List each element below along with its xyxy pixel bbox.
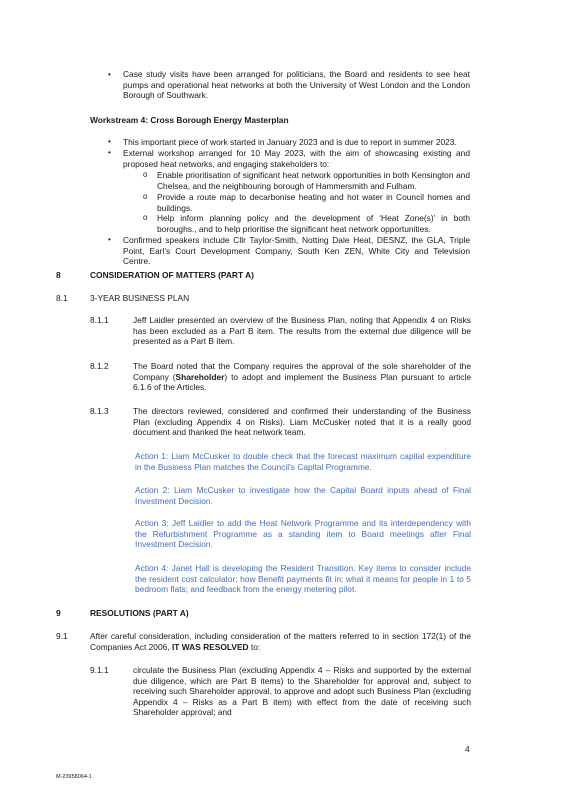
action-2: Action 2: Liam McCusker to investigate how the Capital Board inputs ahead of Final Investment Decision. <box>135 485 471 506</box>
page-number: 4 <box>465 744 470 754</box>
item-8-1-2-text: The Board noted that the Company requires the approval of the sole shareholder of the Company (Shareholder) to adopt and implement the Business Plan pursuant to article 6.1.6 of the Articles. <box>133 361 471 393</box>
section-8-1-number: 8.1 <box>56 293 68 303</box>
case-study-bullet-text: Case study visits have been arranged for politicians, the Board and residents to see heat pumps and operational heat networks at both the University of West London and the London Borough of Southwark. <box>123 69 470 101</box>
item-8-1-1-text: Jeff Laidler presented an overview of the Business Plan, noting that Appendix 4 on Risks has been excluded as a Part B item. The results from the external due diligence will be presented as a Part B item. <box>133 315 471 347</box>
bullet-icon: • <box>108 235 111 244</box>
shareholder-term: Shareholder <box>175 371 225 382</box>
item-9-1-1-text: circulate the Business Plan (excluding Appendix 4 – Risks and supported by the external due diligence, which are Part B items) to the Shareholder for approval and, subject to receiving such Shareholder approval, to approve and adopt such Business Plan (excluding Appendix 4 – Risks as a Part B item) with effect from the date of receiving such Shareholder approval; and <box>133 665 471 718</box>
workstream4-sub-bullet-3: Help inform planning policy and the development of ‘Heat Zone(s)’ in both boroughs., and to help prioritise the significant heat network opportunities. <box>157 213 470 234</box>
item-8-1-2-number: 8.1.2 <box>90 361 109 371</box>
workstream4-bullet-3: Confirmed speakers include Cllr Taylor-Smith, Notting Dale Heat, DESNZ, the GLA, Triple Point, Earl’s Court Development Company, South Ken ZEN, White City and Television Centre. <box>123 235 470 267</box>
workstream4-sub-bullet-1: Enable prioritisation of significant heat network opportunities in both Kensington and Chelsea, and the neighbouring borough of Hammersmith and Fulham. <box>157 170 470 191</box>
workstream4-bullet-2: External workshop arranged for 10 May 2023, with the aim of showcasing existing and proposed heat networks, and engaging stakeholders to: <box>123 148 470 169</box>
action-1: Action 1: Liam McCusker to double check that the forecast maximum capital expenditure in the Business Plan matches the Council’s Capital Programme. <box>135 451 471 472</box>
section-8-1-title: 3-YEAR BUSINESS PLAN <box>90 293 190 303</box>
action-3: Action 3: Jeff Laidler to add the Heat Network Programme and its interdependency with the Refurbishment Programme as a standing item to Board meetings after Final Investment Decision. <box>135 518 471 550</box>
section-8-number: 8 <box>56 270 61 280</box>
bullet-icon: • <box>108 148 111 157</box>
item-8-1-3-number: 8.1.3 <box>90 406 109 416</box>
workstream4-heading: Workstream 4: Cross Borough Energy Masterplan <box>90 115 289 125</box>
sub-bullet-icon: o <box>143 170 148 179</box>
item-8-1-1-number: 8.1.1 <box>90 315 109 325</box>
bullet-icon: • <box>108 137 111 146</box>
sub-bullet-icon: o <box>143 213 148 222</box>
action-4: Action 4: Janet Hall is developing the Resident Transition. Key items to consider include the resident cost calculator; how Benefit payments fit in; what it means for people in 1 to 5 bedroom flats; and feedback from the energy metering pilot. <box>135 563 471 595</box>
resolved-term: IT WAS RESOLVED <box>171 641 249 652</box>
document-reference: M-23958064-1 <box>56 774 92 780</box>
bullet-icon: • <box>108 70 111 79</box>
workstream4-bullet-1: This important piece of work started in January 2023 and is due to report in summer 2023. <box>123 137 457 147</box>
workstream4-sub-bullet-2: Provide a route map to decarbonise heating and hot water in Council homes and buildings. <box>157 192 470 213</box>
section-9-1-number: 9.1 <box>56 631 68 641</box>
section-8-title: CONSIDERATION OF MATTERS (PART A) <box>90 270 254 280</box>
item-8-1-3-text: The directors reviewed, considered and confirmed their understanding of the Business Plan (excluding Appendix 4 on Risks). Liam McCusker noted that it is a really good document and thanked the heat network team. <box>133 406 471 438</box>
section-9-title: RESOLUTIONS (PART A) <box>90 608 189 618</box>
section-9-number: 9 <box>56 608 61 618</box>
section-9-1-text: After careful consideration, including consideration of the matters referred to in section 172(1) of the Companies Act 2006, IT WAS RESOLVED to: <box>90 631 471 652</box>
item-9-1-1-number: 9.1.1 <box>90 665 109 675</box>
sub-bullet-icon: o <box>143 192 148 201</box>
